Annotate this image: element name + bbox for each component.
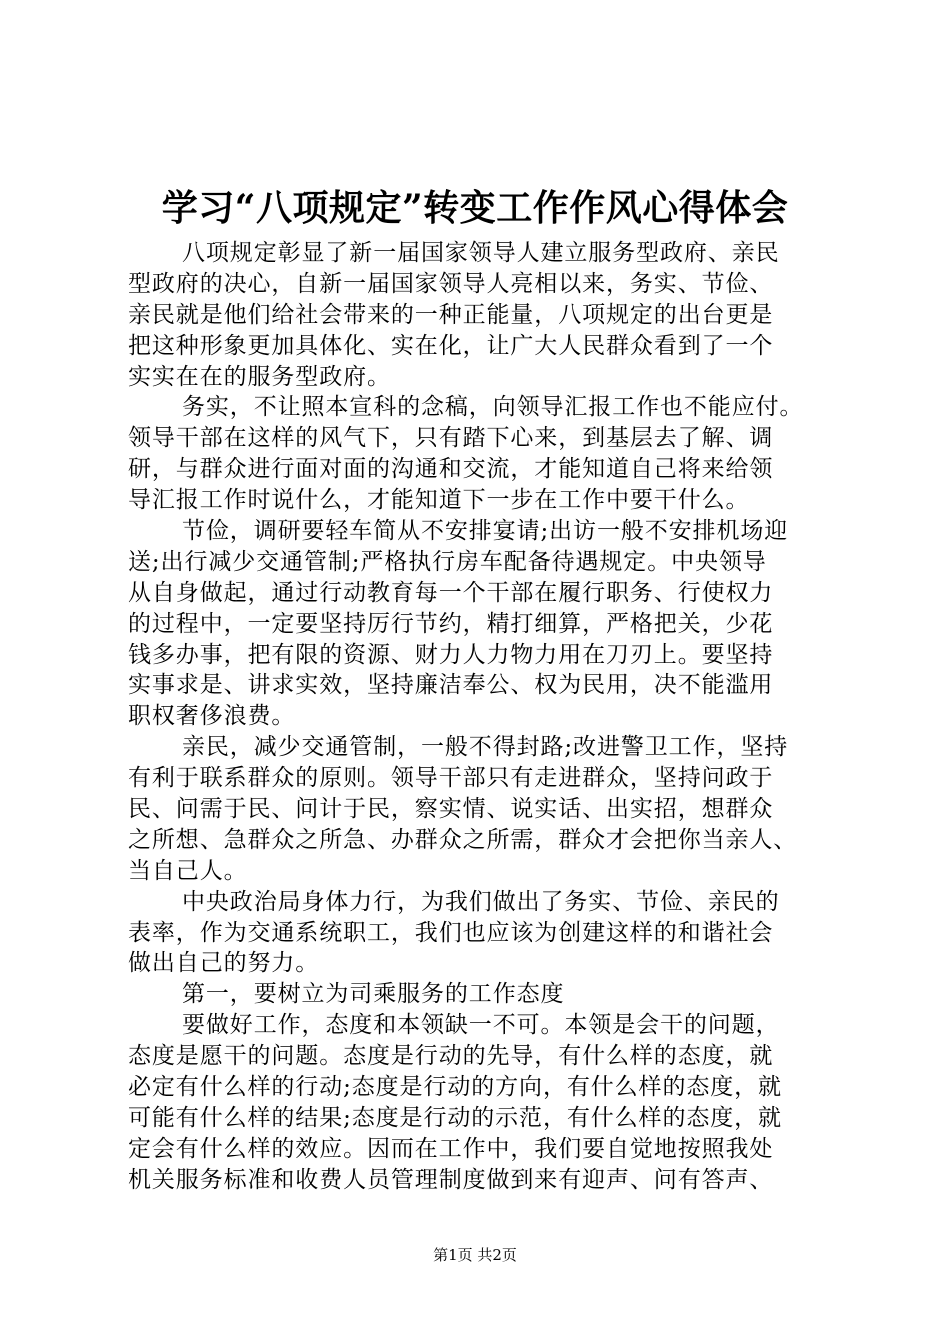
text-line: 的过程中，一定要坚持厉行节约，精打细算，严格把关，少花 xyxy=(128,610,774,637)
text-line: 可能有什么样的结果;态度是行动的示范，有什么样的态度，就 xyxy=(128,1104,782,1131)
text-line: 钱多办事，把有限的资源、财力人力物力用在刀刃上。要坚持 xyxy=(128,641,774,668)
text-line: 型政府的决心，自新一届国家领导人亮相以来，务实、节俭、 xyxy=(128,270,774,297)
text-line: 导汇报工作时说什么，才能知道下一步在工作中要干什么。 xyxy=(128,487,750,514)
text-line: 实事求是、讲求实效，坚持廉洁奉公、权为民用，决不能滥用 xyxy=(128,672,774,699)
text-line: 把这种形象更加具体化、实在化，让广大人民群众看到了一个 xyxy=(128,332,774,359)
text-line: 职权奢侈浪费。 xyxy=(128,703,296,730)
text-line: 态度是愿干的问题。态度是行动的先导，有什么样的态度，就 xyxy=(128,1043,774,1070)
document-title: 学习“八项规定”转变工作作风心得体会 xyxy=(161,187,789,229)
text-line: 研，与群众进行面对面的沟通和交流，才能知道自己将来给领 xyxy=(128,456,774,483)
text-line: 有利于联系群众的原则。领导干部只有走进群众，坚持问政于 xyxy=(128,765,774,792)
document-body xyxy=(128,238,840,1196)
text-line: 亲民，减少交通管制，一般不得封路;改进警卫工作，坚持 xyxy=(182,734,789,761)
text-line: 亲民就是他们给社会带来的一种正能量，八项规定的出台更是 xyxy=(128,301,774,328)
text-line: 机关服务标准和收费人员管理制度做到来有迎声、问有答声、 xyxy=(128,1166,774,1193)
text-line: 民、问需于民、问计于民，察实情、说实话、出实招，想群众 xyxy=(128,796,774,823)
text-line: 定会有什么样的效应。因而在工作中，我们要自觉地按照我处 xyxy=(128,1135,774,1162)
text-line: 当自己人。 xyxy=(128,857,248,884)
text-line: 领导干部在这样的风气下，只有踏下心来，到基层去了解、调 xyxy=(128,425,774,452)
text-line: 做出自己的努力。 xyxy=(128,950,320,977)
text-line: 第一，要树立为司乘服务的工作态度 xyxy=(182,981,565,1008)
text-line: 之所想、急群众之所急、办群众之所需，群众才会把你当亲人、 xyxy=(128,826,798,853)
text-line: 表率，作为交通系统职工，我们也应该为创建这样的和谐社会 xyxy=(128,919,774,946)
text-line: 节俭，调研要轻车简从不安排宴请;出访一般不安排机场迎 xyxy=(182,518,789,545)
text-line: 八项规定彰显了新一届国家领导人建立服务型政府、亲民 xyxy=(182,240,780,266)
text-line: 从自身做起，通过行动教育每一个干部在履行职务、行使权力 xyxy=(128,579,774,606)
text-line: 中央政治局身体力行，为我们做出了务实、节俭、亲民的 xyxy=(182,888,780,915)
text-line: 必定有什么样的行动;态度是行动的方向，有什么样的态度，就 xyxy=(128,1074,782,1101)
page-footer: 第1页 共2页 xyxy=(433,1246,517,1264)
text-line: 要做好工作，态度和本领缺一不可。本领是会干的问题， xyxy=(182,1012,780,1039)
text-line: 务实，不让照本宣科的念稿，向领导汇报工作也不能应付。 xyxy=(182,394,804,421)
text-line: 送;出行减少交通管制;严格执行房车配备待遇规定。中央领导 xyxy=(128,548,767,575)
text-line: 实实在在的服务型政府。 xyxy=(128,363,391,390)
